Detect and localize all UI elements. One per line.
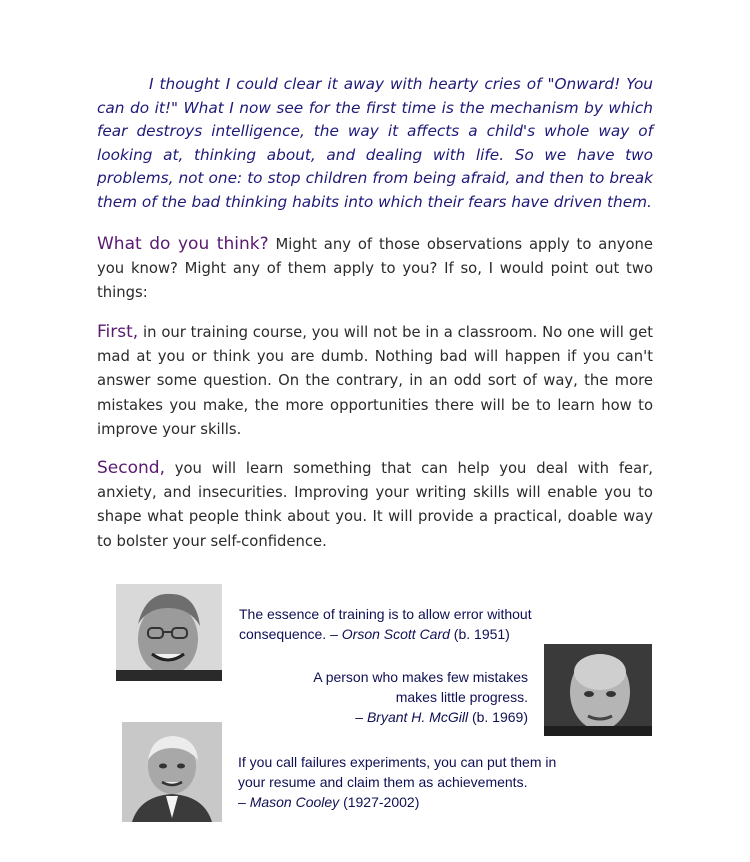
quote-text: The essence of training is to allow error without consequence. [239, 606, 532, 642]
quote-line-1: A person who makes few mistakes [313, 669, 528, 685]
quote-mason-cooley [238, 752, 568, 812]
intro-quote-text: I thought I could clear it away with hearty cries of "Onward! You can do it!" What I now see for the first time is the mechanism by which fear destroys intelligence, the way it affects a child's whole way of looking at, thinking about, and dealing with life. So we have two problems, not one: to stop children from being afraid, and then to break them of the bad thinking habits into which their fears have driven them. [97, 75, 653, 211]
paragraph-text: in our training course, you will not be in a classroom. No one will get mad at you or think you are dumb. Nothing bad will happen if you can't answer some question. On the contrary, in an odd sort of way, the more mistakes you make, the more opportunities there will be to learn how to improve your skills. [97, 324, 653, 438]
quote-text: If you call failures experiments, you can put them in your resume and claim them as achievements. [238, 754, 557, 790]
quote-line-2: makes little progress. [395, 689, 528, 705]
paragraph-text: Might any of those observations apply to anyone you know? Might any of them apply to you? If so, I would point out two things: [97, 236, 653, 302]
portrait-bryant-mcgill [544, 644, 652, 736]
paragraph-text: you will learn something that can help you deal with fear, anxiety, and insecurities. Improving your writing skills will enable you to shape what people think about you. It will provide a practical, doable way to bolster your self-confidence. [97, 460, 653, 550]
quote-dash: – [326, 626, 342, 642]
intro-quote [97, 73, 653, 215]
quote-years: (1927-2002) [339, 794, 420, 810]
quote-attribution [270, 707, 528, 727]
paragraph-lead: What do you think? [97, 234, 269, 254]
quote-bryant-mcgill [270, 667, 528, 727]
quote-years: (b. 1951) [449, 626, 510, 642]
quote-dash: – [238, 794, 250, 810]
quote-author: Mason Cooley [249, 794, 340, 810]
portrait-mason-cooley [122, 722, 222, 822]
quote-author: Bryant H. McGill [366, 709, 469, 725]
portrait-orson-scott-card [116, 584, 222, 681]
paragraph-second [97, 456, 653, 554]
paragraph-lead: Second, [97, 458, 165, 478]
quote-author: Orson Scott Card [341, 626, 450, 642]
paragraph-lead: First, [97, 322, 139, 342]
quote-years: (b. 1969) [468, 709, 528, 725]
paragraph-first [97, 320, 653, 442]
quote-attribution [238, 792, 568, 812]
paragraph-what-do-you-think [97, 232, 653, 306]
quote-orson-scott-card [239, 604, 539, 644]
quote-dash: – [355, 709, 367, 725]
